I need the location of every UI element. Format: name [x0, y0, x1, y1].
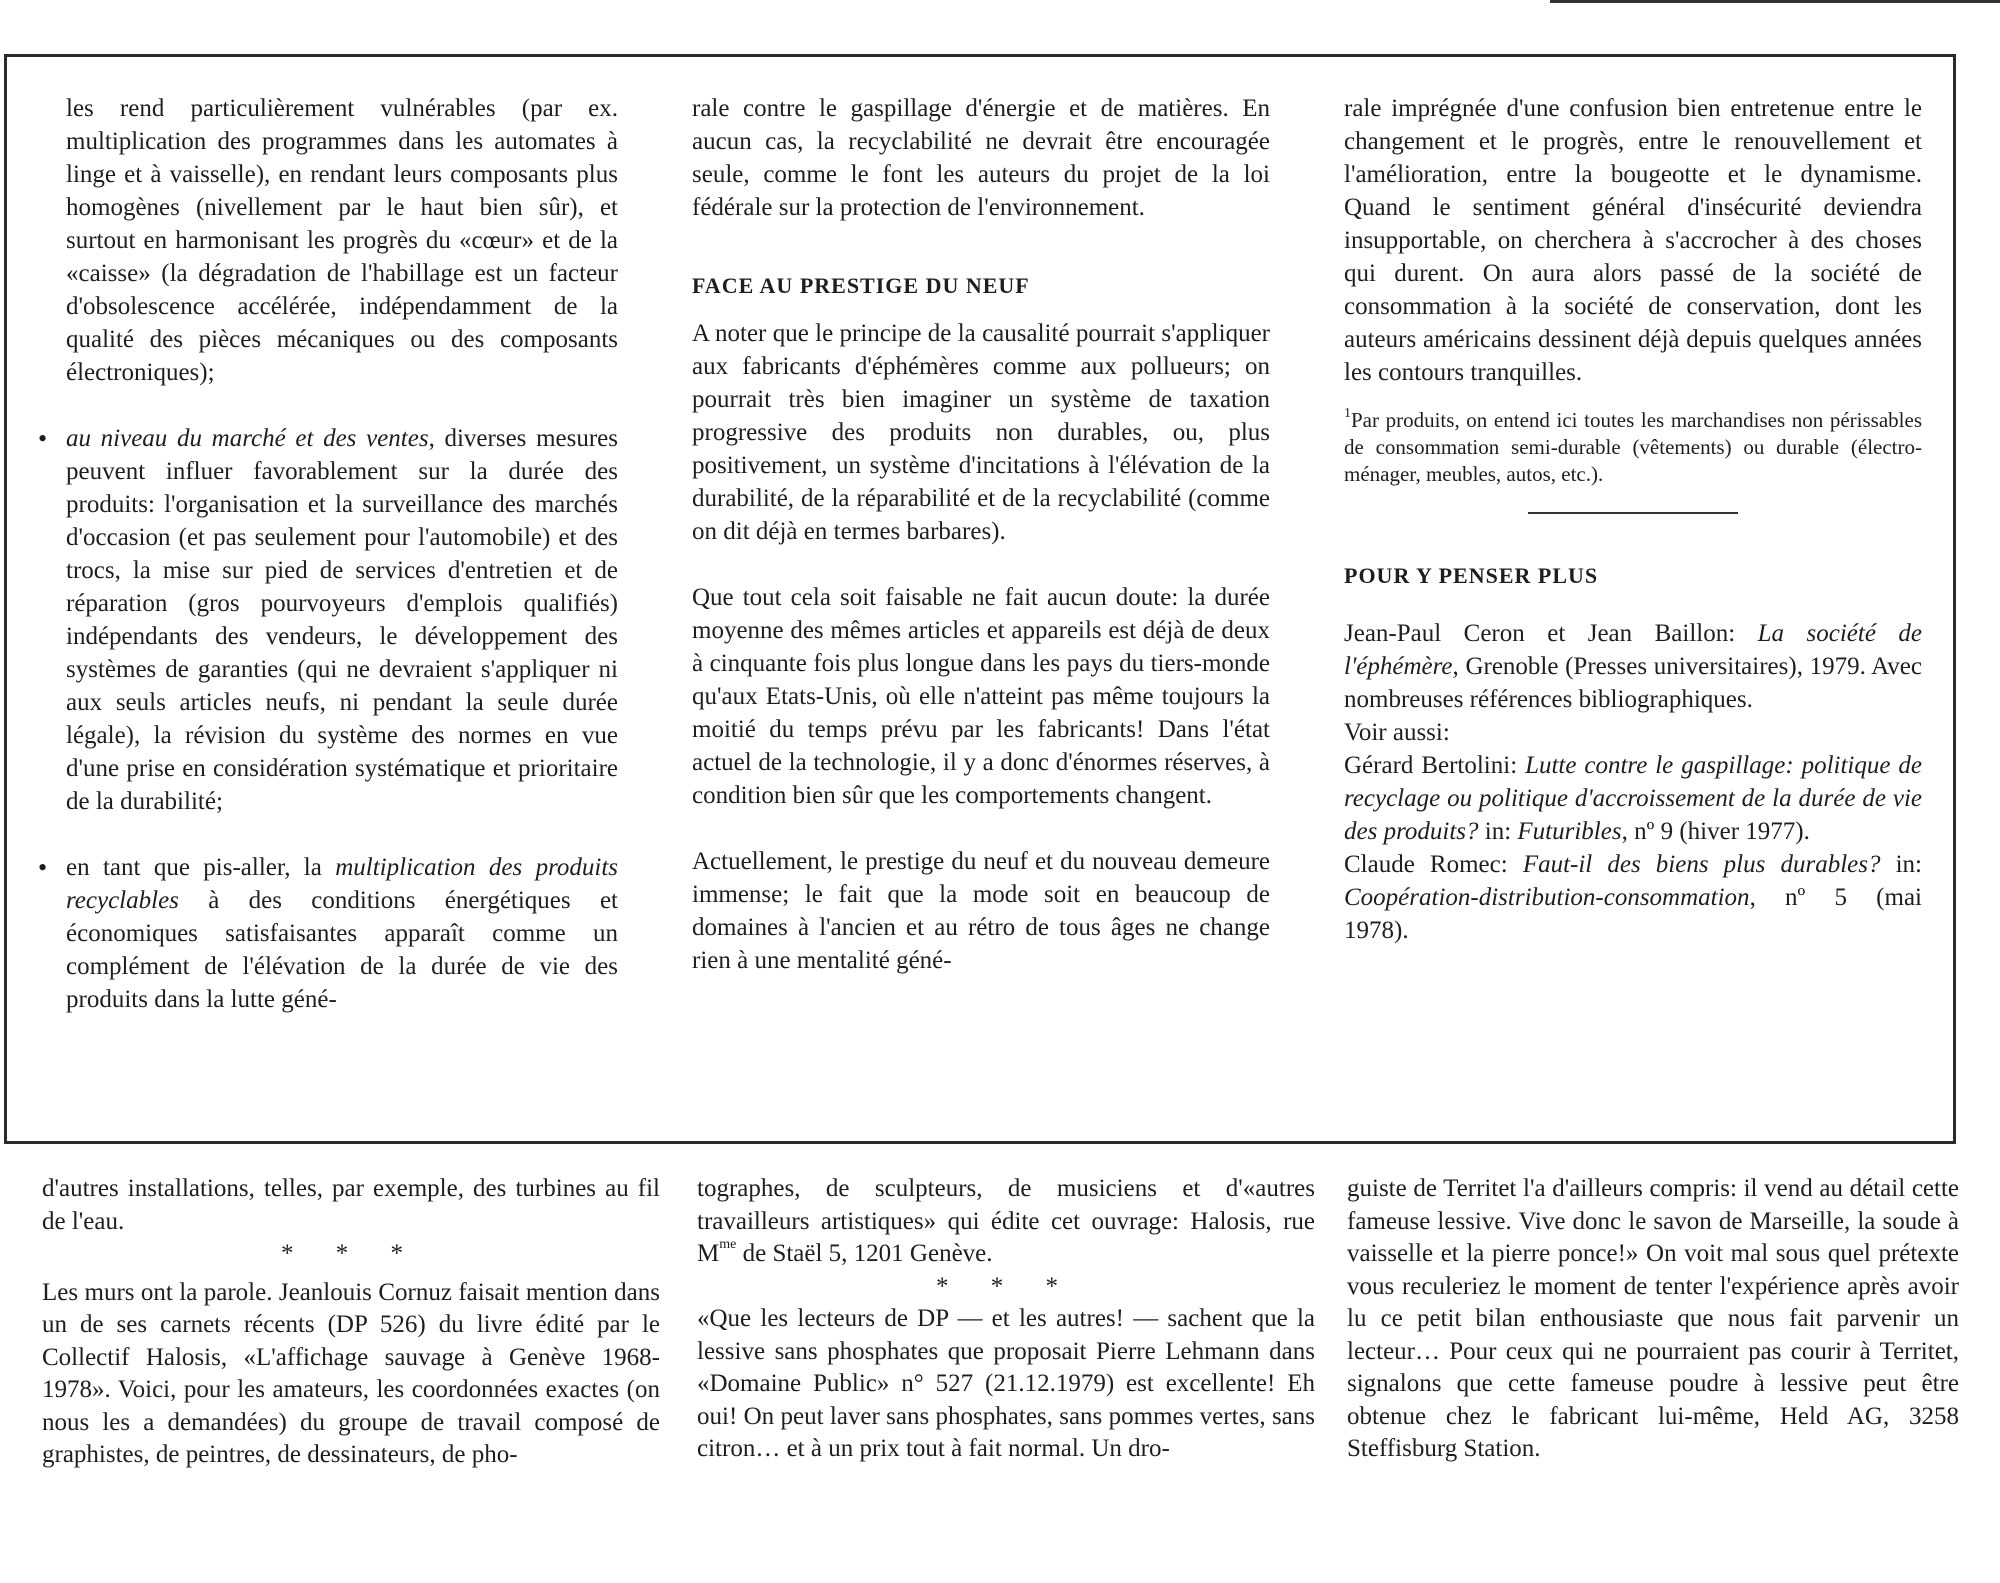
stars-separator: * * * — [936, 1272, 1076, 1300]
reference-1 — [1344, 617, 1922, 716]
footnote — [1344, 407, 1922, 488]
paragraph: d'autres installations, telles, par exemple, des turbines au fil de l'eau. — [42, 1175, 660, 1235]
bullet-text: à des conditions énergétiques et économiques satisfaisantes apparaît comme un complément de l'élévation de la durée de vie des produits dans la lutte géné- — [66, 887, 618, 1013]
article-column-1 — [38, 92, 618, 1016]
ref-author: Claude Romec: — [1344, 851, 1523, 878]
ref-journal: Coopération-distribution-consommation — [1344, 884, 1750, 911]
text: tographes, de sculpteurs, de musiciens et d'«autres travailleurs artistiques» qui édite cet ouvrage: Halosis, rue M — [697, 1175, 1315, 1267]
ref-details: , Grenoble (Presses universitaires), 1979. Avec nombreuses références bibliographiques. — [1344, 653, 1922, 713]
paragraph: Actuellement, le prestige du neuf et du nouveau demeure immense; le fait que la mode soit en beaucoup de domaines à l'ancien et au rétro de tous âges ne change rien à une mentalité géné- — [692, 848, 1270, 974]
ref-in: in: — [1478, 818, 1518, 845]
reference-3 — [1344, 848, 1922, 947]
bullet-item-market — [38, 422, 618, 818]
bottom-column-3 — [1347, 1173, 1959, 1466]
reference-2 — [1344, 749, 1922, 848]
paragraph: rale contre le gaspillage d'énergie et de matières. En aucun cas, la recyclabilité ne devrait être encouragée seule, comme le font les auteurs du projet de la loi fédérale sur la protection de l'environnement. — [692, 95, 1270, 221]
section-heading: FACE AU PRESTIGE DU NEUF — [692, 273, 1030, 298]
footnote-text: Par produits, on entend ici toutes les marchandises non périssables de consommation semi-durable (vêtements) ou durable (électro-ménager, meubles, autos, etc.). — [1344, 408, 1922, 486]
ref-author: Jean-Paul Ceron et Jean Baillon: — [1344, 620, 1758, 647]
article-column-2 — [692, 92, 1270, 977]
ref-author: Gérard Bertolini: — [1344, 752, 1526, 779]
paragraph: Les murs ont la parole. Jeanlouis Cornuz faisait mention dans un de ses carnets récents (DP 526) du livre édité par le Collectif Halosis, «L'affichage sauvage à Genève 1968-1978». Voici, pour les amateurs, les coordonnées exactes (on nous les a demandées) du groupe de travail composé de graphistes, de peintres, de dessinateurs, de pho- — [42, 1278, 660, 1468]
bullet-icon: • — [38, 424, 48, 453]
top-rule — [1550, 0, 2000, 3]
see-also: Voir aussi: — [1344, 719, 1450, 746]
text: de Staël 5, 1201 Genève. — [736, 1240, 993, 1267]
section-heading: POUR Y PENSER PLUS — [1344, 563, 1599, 588]
paragraph: guiste de Territet l'a d'ailleurs compris: il vend au détail cette fameuse lessive. Vive donc le savon de Marseille, la soude à vaisselle et la pierre ponce!» On voit mal sous quel prétexte vous reculeriez le moment de tenter l'expérience après avoir lu ce petit bilan enthousiaste que nous fait parvenir un lecteur… Pour ceux qui ne pourraient pas courir à Territet, signalons que cette fameuse poudre à lessive peut être obtenue chez le fabricant lui-même, Held AG, 3258 Steffisburg Station. — [1347, 1175, 1959, 1462]
ref-details: , nº 9 (hiver 1977). — [1621, 818, 1810, 845]
ref-title: Faut-il des biens plus durables? — [1522, 851, 1881, 878]
italic-phrase: multiplication des produits recyclables — [66, 854, 618, 914]
superscript: me — [719, 1237, 737, 1252]
ref-title: La société de l'éphémère — [1344, 620, 1922, 680]
ref-title: Lutte contre le gaspillage: politique de recyclage ou politique d'accroissement de la durée de vie des produits? — [1344, 752, 1922, 845]
bullet-item-recycling — [38, 851, 618, 1016]
bullet-text: , diverses mesures peuvent influer favorablement sur la durée des produits: l'organisation et la surveillance des marchés d'occasion (et pas seulement pour l'automobile) et des trocs, la mise sur pied de services d'entretien et de réparation (gros pourvoyeurs d'emplois qualifiés) indépendants des vendeurs, le développement des systèmes de garanties (qui ne devraient s'appliquer ni aux seuls articles neufs, ni pendant la seule durée légale), la révision du système des normes en vue d'une prise en considération systématique et prioritaire de la durabilité; — [66, 425, 618, 815]
bottom-column-2 — [697, 1173, 1315, 1466]
bullet-text-pre: en tant que pis-aller, la — [66, 854, 336, 881]
paragraph: Que tout cela soit faisable ne fait aucun doute: la durée moyenne des mêmes articles et appareils est déjà de deux à cinquante fois plus longue dans les pays du tiers-monde qu'aux Etats-Unis, où elle n'atteint pas même toujours la moitié du temps prévu par les fabricants! Dans l'état actuel de la technologie, il y a donc d'énormes réserves, à condition bien sûr que les comportements changent. — [692, 584, 1270, 809]
bullet-icon: • — [38, 853, 48, 882]
stars-separator: * * * — [281, 1240, 421, 1267]
paragraph — [697, 1173, 1315, 1271]
footnote-mark: 1 — [1344, 406, 1351, 421]
paragraph: A noter que le principe de la causalité pourrait s'appliquer aux fabricants d'éphémères comme aux pollueurs; on pourrait très bien imaginer un système de taxation progressive des produits non durables, ou, plus positivement, un système d'incitations à l'élévation de la durabilité, de la réparabilité et de la recyclabilité (comme on dit déjà en termes barbares). — [692, 320, 1270, 545]
article-column-3 — [1344, 92, 1922, 947]
italic-phrase: au niveau du marché et des ventes — [66, 425, 429, 452]
paragraph: rale imprégnée d'une confusion bien entretenue entre le changement et le progrès, entre le renouvellement et l'amélioration, entre la bougeotte et le dynamisme. Quand le sentiment général d'insécurité deviendra insupportable, on cherchera à s'accrocher à des choses qui durent. On aura alors passé de la société de consommation à la société de conservation, dont les auteurs américains dessinent déjà depuis quelques années les contours tranquilles. — [1344, 95, 1922, 386]
ref-journal: Futuribles — [1517, 818, 1622, 845]
ref-in: in: — [1880, 851, 1922, 878]
bottom-column-1 — [42, 1173, 660, 1472]
paragraph: «Que les lecteurs de DP — et les autres! — sachent que la lessive sans phosphates que proposait Pierre Lehmann dans «Domaine Public» n° 527 (21.12.1979) est excellente! Eh oui! On peut laver sans phosphates, sans pommes vertes, sans citron… et à un prix tout à fait normal. Un dro- — [697, 1305, 1315, 1462]
paragraph: les rend particulièrement vulnérables (par ex. multiplication des programmes dans les automates à linge et à vaisselle), en rendant leurs composants plus homogènes (nivellement par le haut bien sûr), et surtout en harmonisant les progrès du «cœur» et de la «caisse» (la dégradation de l'habillage est un facteur d'obsolescence accélérée, indépendamment de la qualité des pièces mécaniques ou des composants électroniques); — [66, 95, 618, 386]
ref-details: , nº 5 (mai 1978). — [1344, 884, 1922, 944]
